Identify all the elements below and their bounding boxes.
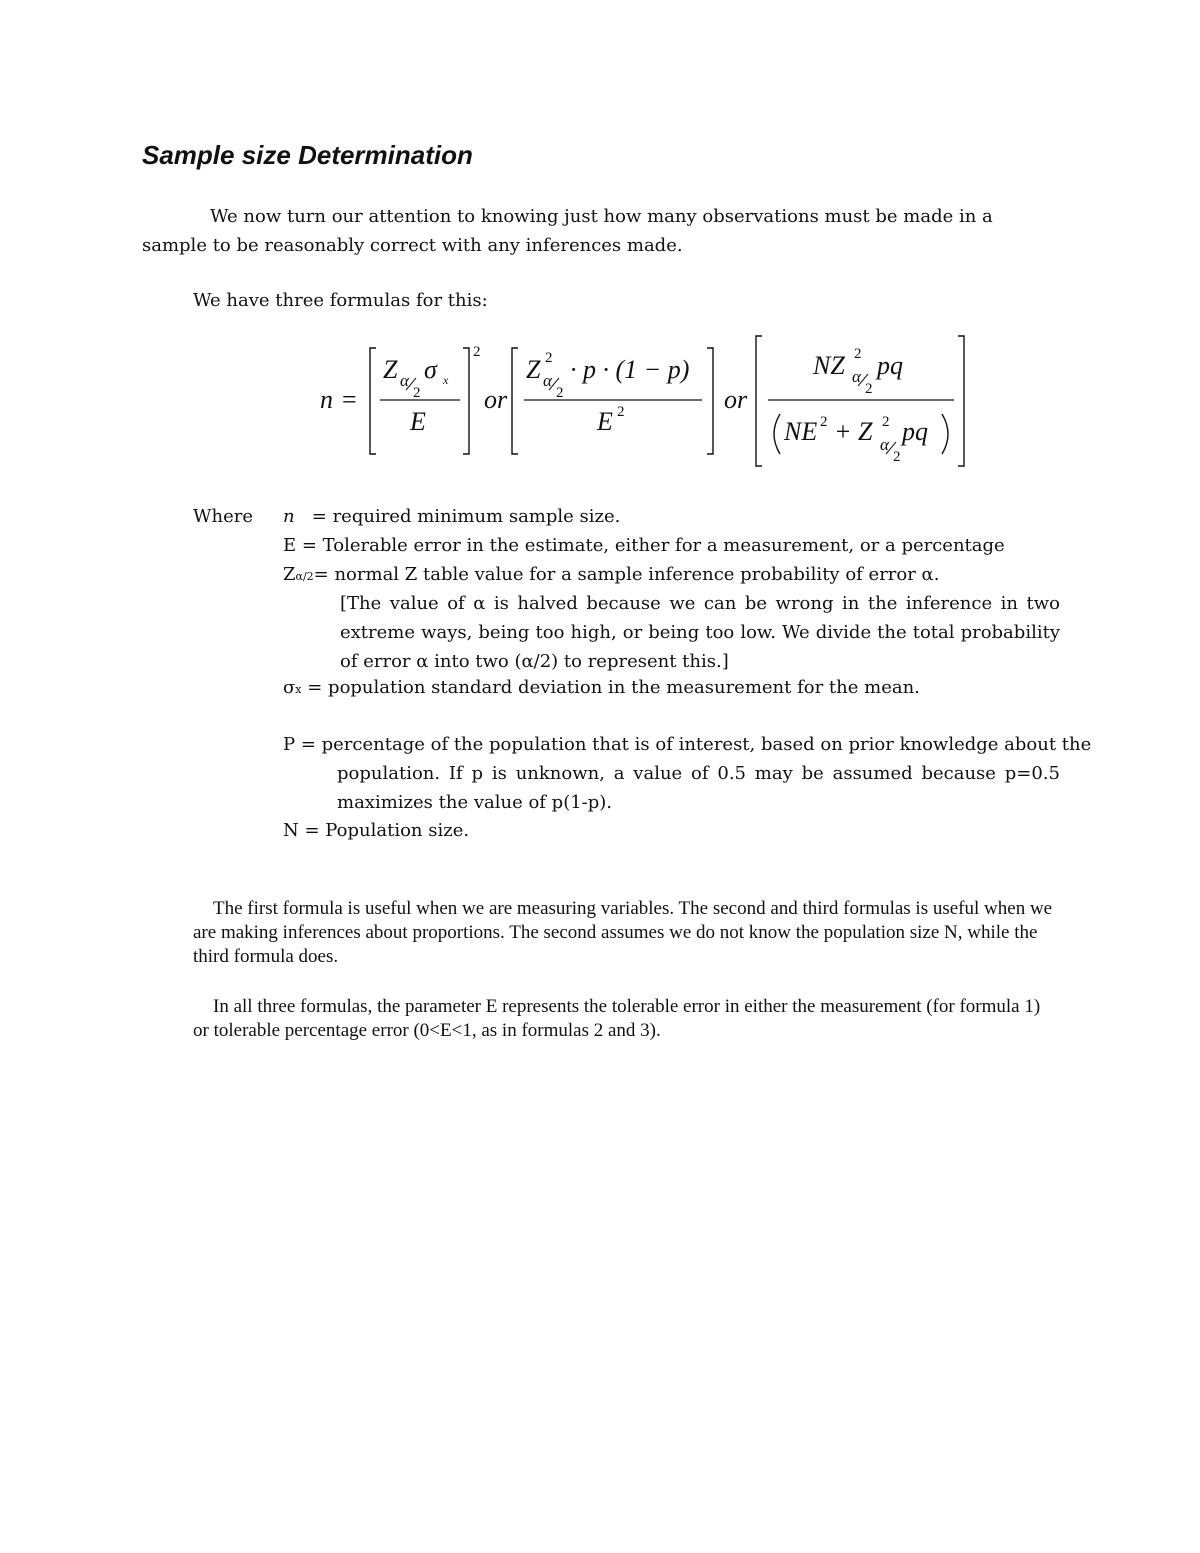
def-n-symbol: n xyxy=(283,506,295,527)
def-z-text: = normal Z table value for a sample inference probability of error α. xyxy=(313,564,940,585)
def-sigma-text: = population standard deviation in the measurement for the mean. xyxy=(301,677,920,698)
formula2-z: Z xyxy=(526,355,541,384)
def-z-symbol: Z xyxy=(283,564,296,585)
formula2-E: E xyxy=(597,407,613,436)
where-label: Where xyxy=(193,506,254,527)
intro-line-1: We now turn our attention to knowing just how many observations must be made in a xyxy=(210,206,993,227)
or-2: or xyxy=(724,385,748,414)
formula1-E: E xyxy=(410,407,426,436)
or-1: or xyxy=(484,385,508,414)
bracket-right-2 xyxy=(707,348,713,454)
def-n-text: = required minimum sample size. xyxy=(311,506,621,527)
formula2-two: 2 xyxy=(556,385,564,401)
intro-line-2: sample to be reasonably correct with any inferences made. xyxy=(142,235,683,256)
def-n xyxy=(283,502,620,531)
formula1-sigma-sub: x xyxy=(443,373,449,387)
formula3-two-den: 2 xyxy=(893,449,901,465)
def-N: N = Population size. xyxy=(283,820,470,841)
bracket-left-1 xyxy=(370,348,376,454)
formula2-alpha: α xyxy=(543,371,552,390)
formula2-square: 2 xyxy=(545,350,553,366)
formulas-intro: We have three formulas for this: xyxy=(193,290,488,311)
formula2-numerator: · p · (1 − p) xyxy=(570,355,690,384)
def-z-subscript: α/2 xyxy=(295,570,314,583)
formula1-square: 2 xyxy=(473,344,481,360)
formula1-z: Z xyxy=(383,355,398,384)
formula1-alpha: α xyxy=(400,371,409,390)
paragraph-formula-usage: The first formula is useful when we are measuring variables. The second and third formulas is useful when we are making inferences about proportions. The second assumes we do not know the population size N, while the third formula does. xyxy=(193,898,1053,967)
formula3-square-den: 2 xyxy=(820,414,828,430)
def-E: E = Tolerable error in the estimate, either for a measurement, or a percentage xyxy=(283,535,1005,556)
formula3-pq: pq xyxy=(877,351,903,380)
bracket-left-3 xyxy=(756,336,762,466)
formula-equals: = xyxy=(342,385,357,414)
def-sigma-symbol: σ xyxy=(283,677,296,698)
formula1-sigma: σ xyxy=(424,355,437,384)
formula3-square-den2: 2 xyxy=(882,414,890,430)
formula3-alpha-den: α xyxy=(880,435,889,454)
bracket-right-1 xyxy=(463,348,469,454)
def-z-note: [The value of α is halved because we can be wrong in the inference in two extreme ways, being too high, or being too low. We divide the total probability of error α into two (α/2) to represent this.] xyxy=(340,593,1060,672)
formula3-pq-den: pq xyxy=(902,417,928,446)
formula-n: n xyxy=(320,385,333,414)
formula1-two: 2 xyxy=(413,385,421,401)
def-sigma xyxy=(283,673,920,704)
formula2-square-den: 2 xyxy=(617,404,625,420)
formula3-plus-z: + Z xyxy=(834,417,873,446)
def-P-rest: population. If p is unknown, a value of 0.5 may be assumed because p=0.5 maximizes the value of p(1-p). xyxy=(337,763,1060,813)
formula3-two: 2 xyxy=(865,381,873,397)
paragraph-tolerable-error: In all three formulas, the parameter E represents the tolerable error in either the measurement (for formula 1) or tolerable percentage error (0<E<1, as in formulas 2 and 3). xyxy=(193,996,1041,1041)
page-title: Sample size Determination xyxy=(142,140,473,170)
bracket-left-2 xyxy=(512,348,518,454)
def-P-line1: P = percentage of the population that is of interest, based on prior knowledge about the xyxy=(283,734,1092,755)
def-z xyxy=(283,560,939,591)
bracket-right-3 xyxy=(958,336,964,466)
formula3-NE: NE xyxy=(784,417,818,446)
def-sigma-subscript: x xyxy=(295,683,302,696)
formula3-alpha: α xyxy=(852,367,861,386)
sample-size-formula xyxy=(310,330,990,480)
formula3-square: 2 xyxy=(854,346,862,362)
formula3-NZ: NZ xyxy=(813,351,845,380)
